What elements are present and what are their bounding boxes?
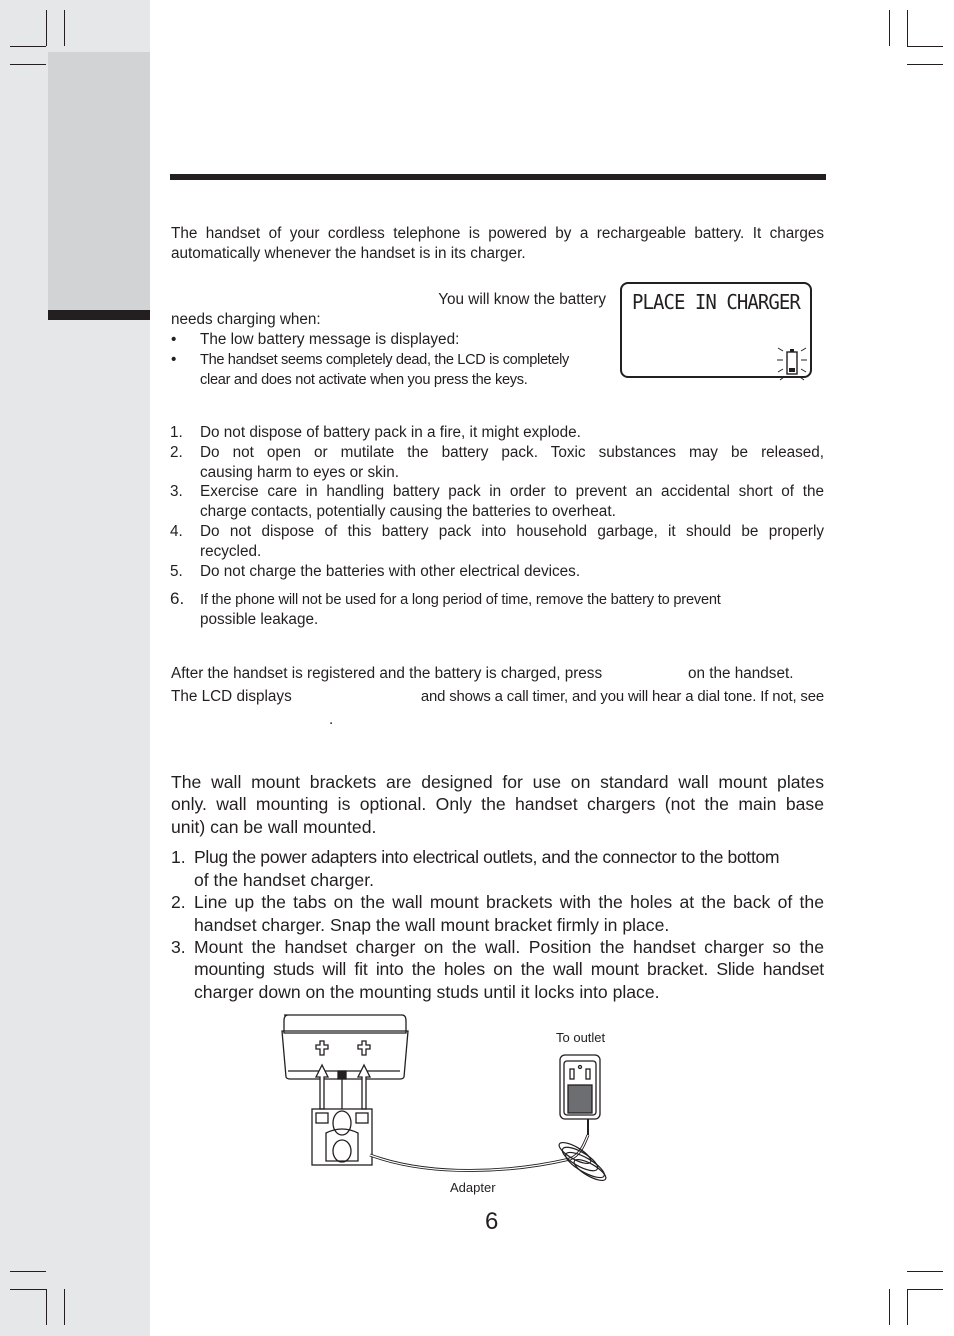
caution-text: recycled. [200,543,262,560]
step-text: Plug the power adapters into electrical outlets, and the connector to the bottom [194,847,780,867]
caution-text: charge contacts, potentially causing the batteries to overheat. [200,503,616,520]
wall-mount-bracket-drawing [312,1109,372,1165]
caution-text: Do not open or mutilate the battery pack. Toxic substances may be released, [200,444,824,461]
verify-text: The LCD displays [171,688,292,705]
caution-text: If the phone will not be used for a long period of time, remove the battery to prevent [200,592,721,608]
handset-charger-drawing [282,1015,408,1079]
step-text: Line up the tabs on the wall mount brackets with the holes at the back of the [194,892,824,912]
verify-text: and shows a call timer, and you will hear a dial tone. If not, see [420,689,824,705]
lcd-message: PLACE IN CHARGER [632,290,800,314]
verify-text: on the handset. [688,665,794,682]
step-number: 1. [171,847,186,867]
step-number: 3. [171,937,186,957]
step-text: charger down on the mounting studs until it locks into place. [194,982,660,1002]
caution-number: 4. [170,523,183,540]
caution-text: possible leakage. [200,611,319,628]
bullet-item: The low battery message is displayed: [200,331,460,348]
caution-text: Do not dispose of this battery pack into household garbage, it should be properly [200,523,824,540]
low-battery-line-2: needs charging when: [171,311,321,328]
bullet-glyph: • [171,331,177,348]
caution-text: Do not dispose of battery pack in a fire, it might explode. [200,424,581,441]
bullet-item: The handset seems completely dead, the LCD is completely [200,352,569,368]
outlet-label: To outlet [556,1030,606,1045]
caution-number: 2. [170,444,183,461]
caution-number: 5. [170,563,183,580]
bullet-item-continued: clear and does not activate when you press the keys. [200,372,528,388]
adapter-label: Adapter [450,1180,496,1195]
wall-mount-paragraph: only. wall mounting is optional. Only the handset chargers (not the main base [171,794,824,814]
sidebar-section-tab [48,52,150,310]
verify-text: . [329,711,334,728]
page-number: 6 [485,1208,499,1235]
step-text: mounting studs will fit into the holes on the wall mount bracket. Slide handset [194,959,824,979]
step-text: of the handset charger. [194,870,374,890]
caution-number: 1. [170,424,183,441]
flashing-battery-icon [776,340,808,384]
title-rule [170,174,826,180]
intro-line-1: The handset of your cordless telephone is powered by a rechargeable battery. It charges [171,225,824,242]
caution-number: 6. [170,589,185,608]
step-text: Mount the handset charger on the wall. Position the handset charger so the [194,937,824,957]
caution-text: Exercise care in handling battery pack in order to prevent an accidental short of the [200,483,824,500]
low-battery-line-1: You will know the battery [438,291,606,308]
bullet-glyph: • [171,351,177,368]
sidebar-divider-bar [48,310,150,320]
power-adapter-drawing [560,1055,600,1135]
adapter-cord [370,1135,588,1171]
step-text: handset charger. Snap the wall mount bracket firmly in place. [194,915,670,935]
intro-line-2: automatically whenever the handset is in its charger. [171,245,526,262]
wall-mount-paragraph: unit) can be wall mounted. [171,817,377,837]
caution-text: Do not charge the batteries with other electrical devices. [200,563,581,580]
step-number: 2. [171,892,186,912]
verify-text: After the handset is registered and the battery is charged, press [171,665,603,682]
wall-mount-paragraph: The wall mount brackets are designed for use on standard wall mount plates [171,772,824,792]
caution-text: causing harm to eyes or skin. [200,464,399,481]
caution-number: 3. [170,483,183,500]
